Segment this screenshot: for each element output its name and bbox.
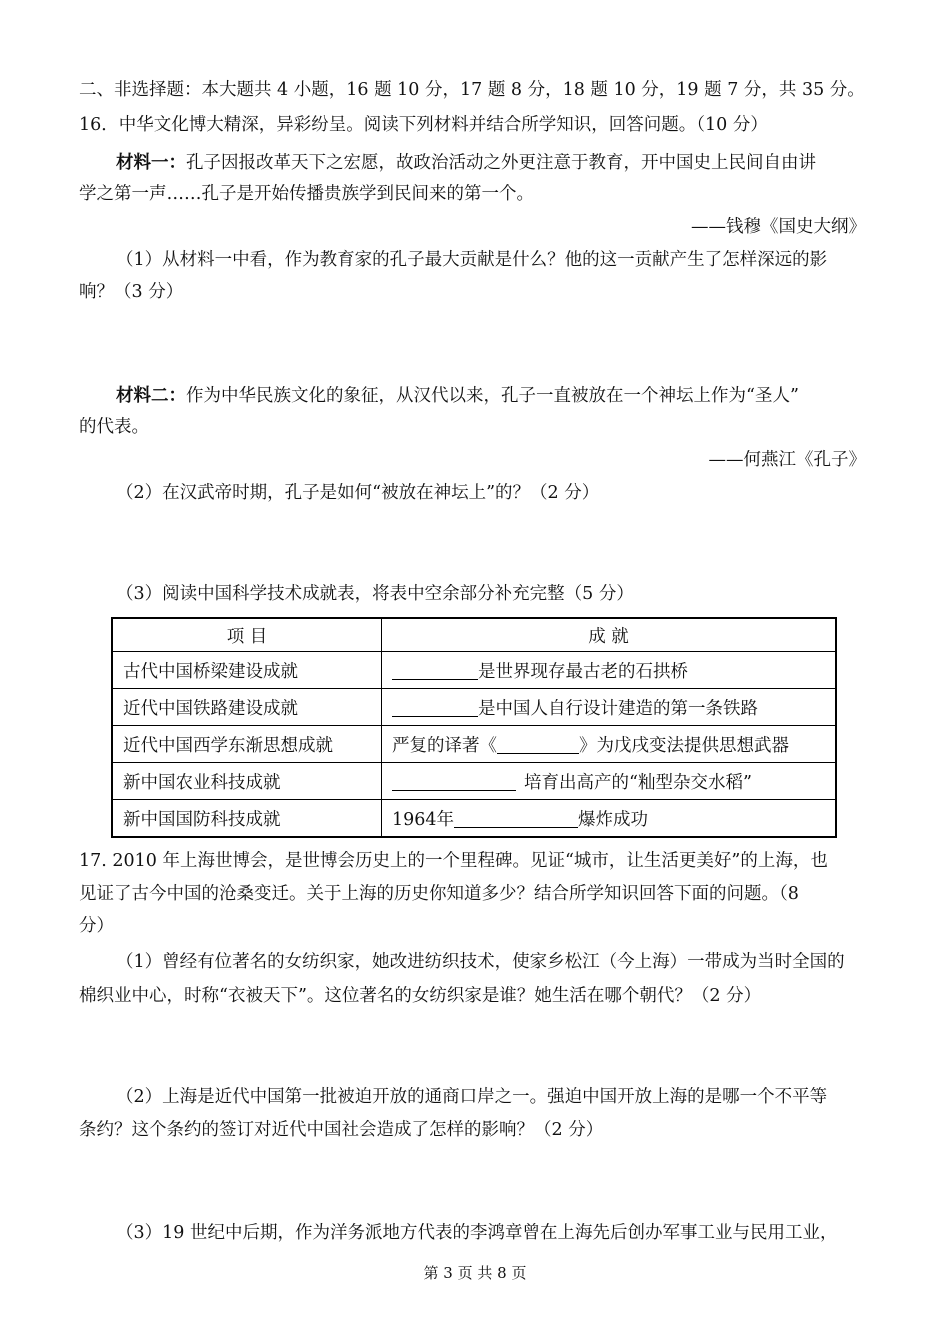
material2-source: ——何燕江《孔子》: [708, 450, 866, 470]
table-row: [112, 726, 836, 763]
material1-text: 孔子因报改革天下之宏愿，故政治活动之外更注意于教育，开中国史上民间自由讲: [186, 153, 816, 173]
row-item: 古代中国桥梁建设成就: [112, 652, 382, 689]
q17-sub2-line1: （2）上海是近代中国第一批被迫开放的通商口岸之一。强迫中国开放上海的是哪一个不平等: [116, 1087, 828, 1107]
q17-sub1-line2: 棉织业中心，时称“衣被天下”。这位著名的女纺织家是谁？她生活在哪个朝代？（2 分）: [79, 986, 762, 1006]
material1-label: 材料一：: [116, 153, 186, 173]
row-prefix: 严复的译著《: [392, 735, 497, 756]
row-result: [382, 763, 837, 800]
q17-stem-line1: 17. 2010 年上海世博会，是世博会历史上的一个里程碑。见证“城市，让生活更美好”的上海，也: [79, 851, 828, 871]
table-row: [112, 652, 836, 689]
table-row: [112, 763, 836, 800]
row-result: [382, 726, 837, 763]
row-item: 近代中国西学东渐思想成就: [112, 726, 382, 763]
row-suffix: 》为戊戌变法提供思想武器: [579, 735, 789, 756]
q16-sub1-line2: 响？（3 分）: [79, 282, 184, 302]
material1-source: ——钱穆《国史大纲》: [691, 217, 866, 237]
header-item: 项 目: [112, 618, 382, 652]
row-result: [382, 800, 837, 838]
row-prefix: 1964年: [392, 809, 455, 830]
row-result: [382, 652, 837, 689]
table-header-row: [112, 618, 836, 652]
q16-sub1-line1: （1）从材料一中看，作为教育家的孔子最大贡献是什么？他的这一贡献产生了怎样深远的影: [116, 250, 828, 270]
material2-text: 作为中华民族文化的象征，从汉代以来，孔子一直被放在一个神坛上作为“圣人”: [186, 386, 799, 406]
q16-stem: 16．中华文化博大精深，异彩纷呈。阅读下列材料并结合所学知识，回答问题。（10 分）: [79, 115, 768, 135]
achievement-table: [111, 617, 837, 838]
material1-line2: 学之第一声……孔子是开始传播贵族学到民间来的第一个。: [79, 184, 534, 204]
row-suffix: 培育出高产的“籼型杂交水稻”: [524, 772, 752, 793]
row-item: 新中国国防科技成就: [112, 800, 382, 838]
q17-sub3-line1: （3）19 世纪中后期，作为洋务派地方代表的李鸿章曾在上海先后创办军事工业与民用工业，: [116, 1223, 838, 1243]
table-row: [112, 800, 836, 838]
material2-label: 材料二：: [116, 386, 186, 406]
row-item: 近代中国铁路建设成就: [112, 689, 382, 726]
material2-line2: 的代表。: [79, 417, 149, 437]
answer-blank[interactable]: [392, 661, 478, 680]
q17-sub1-line1: （1）曾经有位著名的女纺织家，她改进纺织技术，使家乡松江（今上海）一带成为当时全国的: [116, 952, 845, 972]
material2-line1: [116, 380, 799, 413]
answer-blank[interactable]: [392, 772, 516, 791]
page-footer: 第 3 页 共 8 页: [423, 1264, 527, 1282]
row-suffix: 爆炸成功: [578, 809, 649, 830]
q17-stem-line2: 见证了古今中国的沧桑变迁。关于上海的历史你知道多少？结合所学知识回答下面的问题。（8: [79, 884, 799, 904]
row-suffix: 是世界现存最古老的石拱桥: [478, 661, 688, 682]
row-result: [382, 689, 837, 726]
q17-stem-line3: 分）: [79, 916, 114, 936]
row-suffix: 是中国人自行设计建造的第一条铁路: [478, 698, 758, 719]
q16-sub2: （2）在汉武帝时期，孔子是如何“被放在神坛上”的？（2 分）: [116, 483, 600, 503]
header-result: 成 就: [382, 618, 837, 652]
table-row: [112, 689, 836, 726]
answer-blank[interactable]: [454, 809, 578, 828]
section-header: 二、非选择题：本大题共 4 小题，16 题 10 分，17 题 8 分，18 题 10 分，19 题 7 分，共 35 分。: [79, 80, 865, 100]
q16-sub3: （3）阅读中国科学技术成就表，将表中空余部分补充完整（5 分）: [116, 584, 634, 604]
material1-line1: [116, 147, 816, 180]
q17-sub2-line2: 条约？这个条约的签订对近代中国社会造成了怎样的影响？（2 分）: [79, 1120, 604, 1140]
answer-blank[interactable]: [392, 698, 478, 717]
row-item: 新中国农业科技成就: [112, 763, 382, 800]
answer-blank[interactable]: [497, 735, 579, 754]
